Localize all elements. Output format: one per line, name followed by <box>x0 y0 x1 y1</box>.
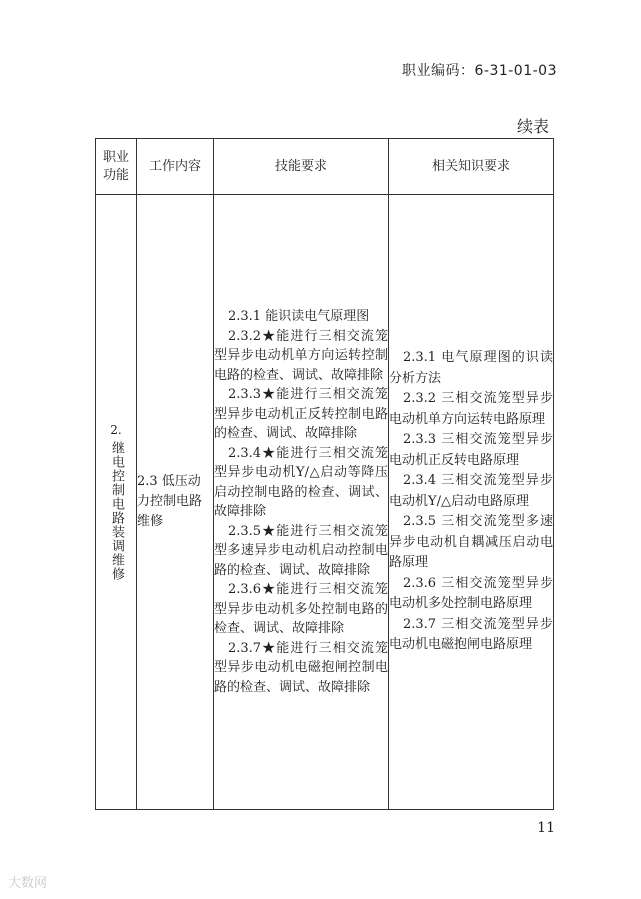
job-code: 职业编码：6-31-01-03 <box>401 63 557 79</box>
knowledge-item: 2.3.6 三相交流笼型异步电动机多处控制电路原理 <box>389 575 553 612</box>
knowledge-item: 2.3.3 三相交流笼型异步电动机正反转电路原理 <box>389 432 553 468</box>
skill-item: 2.3.7★能进行三相交流笼型异步电动机电磁抱闸控制电路的检查、调试、故障排除 <box>214 640 388 695</box>
watermark: 大数网 <box>8 876 48 891</box>
table-row <box>96 195 554 810</box>
function-name: 继电控制电路装调维修 <box>109 441 124 581</box>
skill-item: 2.3.1 能识读电气原理图 <box>228 309 370 324</box>
knowledge-item: 2.3.4 三相交流笼型异步电动机Y/△启动电路原理 <box>389 473 553 509</box>
col-header-skills: 技能要求 <box>214 139 389 195</box>
skill-item: 2.3.3★能进行三相交流笼型异步电动机正反转控制电路的检查、调试、故障排除 <box>214 387 388 441</box>
table-header-row <box>96 139 554 195</box>
spec-table <box>95 138 554 810</box>
knowledge-item: 2.3.1 电气原理图的识读分析方法 <box>389 350 553 386</box>
knowledge-item: 2.3.7 三相交流笼型异步电动机电磁抱闸电路原理 <box>389 616 553 653</box>
continued-label: 续表 <box>516 117 549 136</box>
knowledge-item: 2.3.2 三相交流笼型异步电动机单方向运转电路原理 <box>389 391 553 427</box>
skills-cell <box>214 195 389 810</box>
col-header-knowledge: 相关知识要求 <box>389 139 554 195</box>
col-header-work-content: 工作内容 <box>137 139 214 195</box>
skill-item: 2.3.2★能进行三相交流笼型异步电动机单方向运转控制电路的检查、调试、故障排除 <box>214 328 388 383</box>
work-content-cell: 2.3 低压动力控制电路维修 <box>137 195 214 810</box>
knowledge-item: 2.3.5 三相交流笼型多速异步电动机自耦减压启动电路原理 <box>389 514 553 571</box>
page-number: 11 <box>537 820 555 836</box>
skill-item: 2.3.6★能进行三相交流笼型异步电动机多处控制电路的检查、调试、故障排除 <box>214 582 388 636</box>
function-number: 2. <box>110 423 122 437</box>
function-cell <box>96 195 137 810</box>
skill-item: 2.3.4★能进行三相交流笼型异步电动机Y/△启动等降压启动控制电路的检查、调试、故障排除 <box>214 445 388 519</box>
col-header-function: 职业功能 <box>96 139 137 195</box>
skill-item: 2.3.5★能进行三相交流笼型多速异步电动机启动控制电路的检查、调试、故障排除 <box>214 523 388 578</box>
knowledge-cell <box>389 195 554 810</box>
